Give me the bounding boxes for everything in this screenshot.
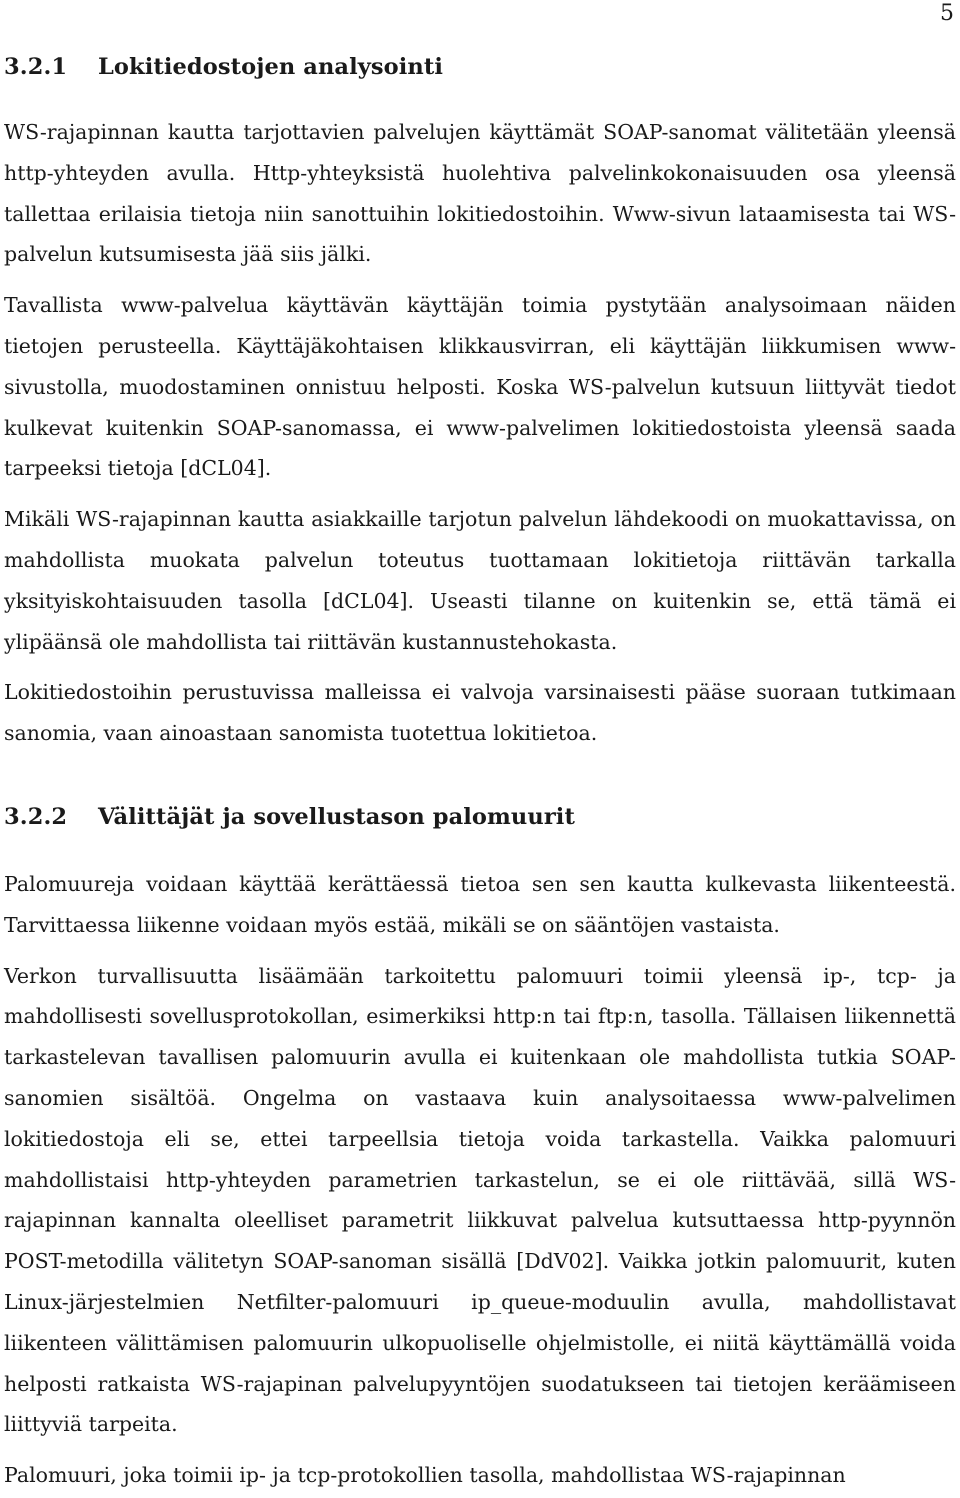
section-title: Välittäjät ja sovellustason palomuurit xyxy=(98,803,575,830)
section-number: 3.2.2 xyxy=(4,803,68,830)
paragraph: Lokitiedostoihin perustuvissa malleissa ei valvoja varsinaisesti pääse suoraan tutkimaan sanomia, vaan ainoastaan sanomista tuotettua lokitietoa. xyxy=(4,680,956,746)
paragraph: WS-rajapinnan kautta tarjottavien palvelujen käyttämät SOAP-sanomat välitetään yleensä http-yhteyden avulla. Http-yhteyksistä huolehtiva palvelinkokonaisuuden osa yleensä tallettaa erilaisia tietoja niin sanottuihin lokitiedostoihin. Www-sivun lataamisesta tai WS-palvelun kutsumisesta jää siis jälki. xyxy=(4,120,956,267)
paragraph: Palomuuri, joka toimii ip- ja tcp-protokollien tasolla, mahdollistaa WS-rajapinnan xyxy=(4,1463,846,1488)
section-number: 3.2.1 xyxy=(4,54,68,80)
section-heading-3-2-1 xyxy=(4,52,956,82)
page-content xyxy=(4,52,956,1496)
paragraph: Verkon turvallisuutta lisäämään tarkoitettu palomuuri toimii yleensä ip-, tcp- ja mahdollisesti sovellusprotokollan, esimerkiksi http:n tai ftp:n, tasolla. Tällaisen liikennettä tarkastelevan tavallisen palomuurin avulla ei kuitenkaan ole mahdollista tutkia SOAP-sanomien sisältöä. Ongelma on vastaava kuin analysoitaessa www-palvelimen lokitiedostoja eli se, ettei tarpeellsia tietoja voida tarkastella. Vaikka palomuuri mahdollistaisi http-yhteyden parametrien tarkastelun, se ei ole riittävää, sillä WS-rajapinnan kannalta oleelliset parametrit liikkuvat palvelua kutsuttaessa http-pyynnön POST-metodilla välitetyn SOAP-sanoman sisällä [DdV02]. Vaikka jotkin palomuurit, kuten Linux-järjestelmien Netfilter-palomuuri ip_queue-moduulin avulla, mahdollistavat liikenteen välittämisen palomuurin ulkopuoliselle ohjelmistolle, ei niitä käyttämällä voida helposti ratkaista WS-rajapinan palvelupyyntöjen suodatukseen tai tietojen keräämiseen liittyviä tarpeita. xyxy=(4,963,956,1437)
paragraph: Palomuureja voidaan käyttää kerättäessä tietoa sen sen kautta kulkevasta liikenteestä. Tarvittaessa liikenne voidaan myös estää, mikäli se on sääntöjen vastaista. xyxy=(4,871,956,937)
section-title: Lokitiedostojen analysointi xyxy=(98,54,444,80)
paragraph: Mikäli WS-rajapinnan kautta asiakkaille tarjotun palvelun lähdekoodi on muokattavissa, on mahdollista muokata palvelun toteutus tuottamaan lokitietoja riittävän tarkalla yksityiskohtaisuuden tasolla [dCL04]. Useasti tilanne on kuitenkin se, että tämä ei ylipäänsä ole mahdollista tai riittävän kustannustehokasta. xyxy=(4,507,956,654)
paragraph: Tavallista www-palvelua käyttävän käyttäjän toimia pystytään analysoimaan näiden tietojen perusteella. Käyttäjäkohtaisen klikkausvirran, eli käyttäjän liikkumisen www-sivustolla, muodostaminen onnistuu helposti. Koska WS-palvelun kutsuun liittyvät tiedot kulkevat kuitenkin SOAP-sanomassa, ei www-palvelimen lokitiedostoista yleensä saada tarpeeksi tietoja [dCL04]. xyxy=(4,293,956,481)
page-number: 5 xyxy=(940,1,954,26)
section-heading-3-2-2 xyxy=(4,802,956,832)
